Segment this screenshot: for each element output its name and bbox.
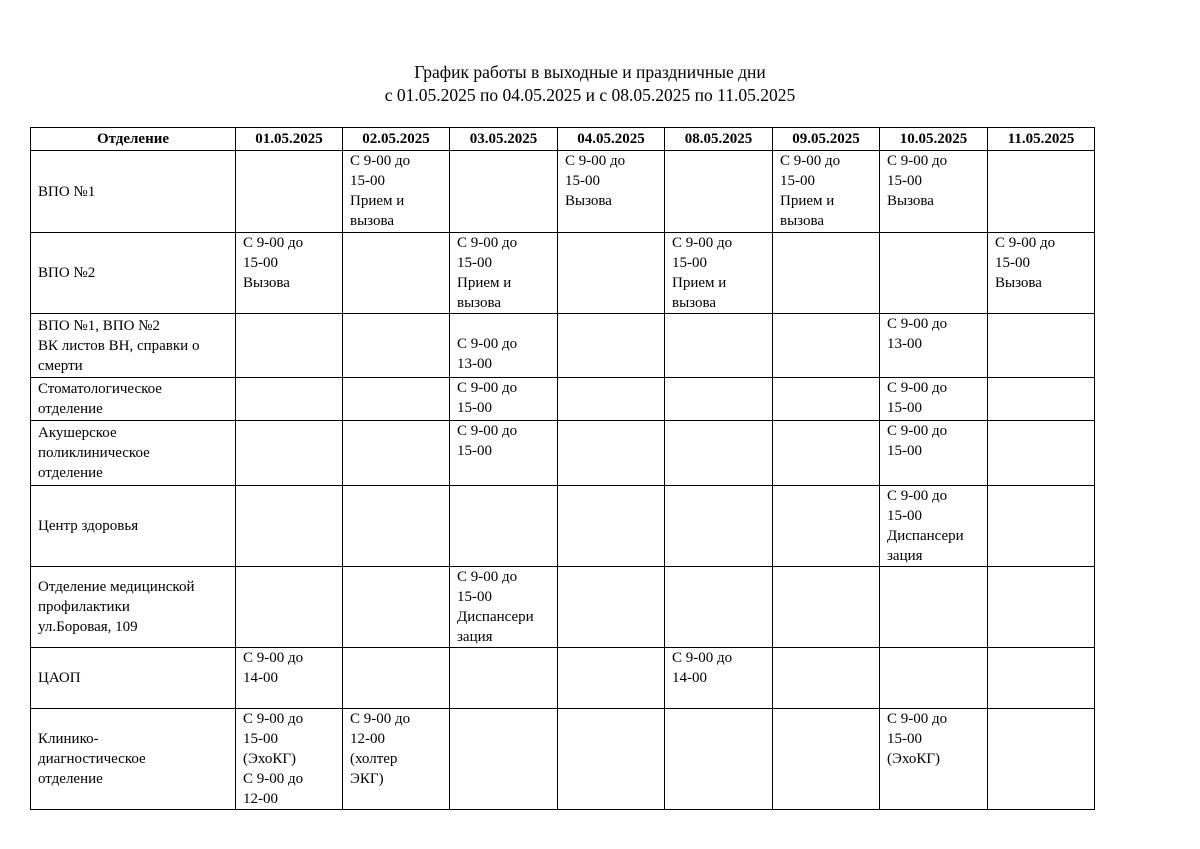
- header-department: Отделение: [31, 128, 236, 151]
- schedule-cell: [880, 648, 988, 709]
- schedule-cell: С 9-00 до 15-00 Вызова: [880, 151, 988, 233]
- header-row: [31, 128, 1095, 151]
- schedule-cell: [773, 378, 880, 421]
- title-line-2: с 01.05.2025 по 04.05.2025 и с 08.05.2025 по 11.05.2025: [384, 85, 796, 105]
- schedule-cell: [988, 648, 1095, 709]
- schedule-cell: [773, 486, 880, 567]
- table-row: [31, 709, 1095, 810]
- schedule-cell: [558, 314, 665, 378]
- schedule-cell: [988, 567, 1095, 648]
- schedule-cell: [880, 567, 988, 648]
- schedule-cell: С 9-00 до 15-00 Диспансери зация: [450, 567, 558, 648]
- schedule-cell: [236, 151, 343, 233]
- schedule-cell: [343, 648, 450, 709]
- schedule-cell: [988, 421, 1095, 486]
- schedule-cell: С 9-00 до 15-00: [880, 421, 988, 486]
- schedule-cell: [558, 233, 665, 314]
- schedule-cell: [343, 314, 450, 378]
- schedule-cell: С 9-00 до 13-00: [880, 314, 988, 378]
- department-cell: Акушерское поликлиническое отделение: [31, 421, 236, 486]
- schedule-cell: С 9-00 до 15-00 Вызова: [236, 233, 343, 314]
- table-row: [31, 421, 1095, 486]
- header-date: 04.05.2025: [558, 128, 665, 151]
- schedule-cell: [773, 233, 880, 314]
- schedule-cell: С 9-00 до 15-00: [880, 378, 988, 421]
- schedule-cell: [236, 378, 343, 421]
- schedule-table: [30, 127, 1095, 810]
- schedule-cell: [665, 421, 773, 486]
- schedule-cell: [343, 378, 450, 421]
- schedule-cell: С 9-00 до 15-00 Прием и вызова: [665, 233, 773, 314]
- schedule-cell: [665, 314, 773, 378]
- schedule-cell: [236, 486, 343, 567]
- header-date: 09.05.2025: [773, 128, 880, 151]
- schedule-cell: [988, 314, 1095, 378]
- table-row: [31, 151, 1095, 233]
- header-date: 08.05.2025: [665, 128, 773, 151]
- table-row: [31, 648, 1095, 709]
- schedule-cell: [343, 486, 450, 567]
- schedule-cell: С 9-00 до 15-00 Вызова: [988, 233, 1095, 314]
- schedule-cell: [450, 151, 558, 233]
- schedule-cell: С 9-00 до 15-00 Прием и вызова: [773, 151, 880, 233]
- schedule-cell: [988, 378, 1095, 421]
- title-line-1: График работы в выходные и праздничные дни: [414, 62, 766, 82]
- schedule-cell: [988, 486, 1095, 567]
- schedule-cell: [558, 648, 665, 709]
- table-row: [31, 567, 1095, 648]
- table-row: [31, 233, 1095, 314]
- schedule-cell: С 9-00 до 15-00 (ЭхоКГ): [880, 709, 988, 810]
- schedule-cell: [236, 567, 343, 648]
- department-cell: Отделение медицинской профилактики ул.Боровая, 109: [31, 567, 236, 648]
- schedule-cell: [773, 421, 880, 486]
- schedule-cell: [665, 151, 773, 233]
- schedule-cell: С 9-00 до 15-00 Диспансери зация: [880, 486, 988, 567]
- schedule-cell: [450, 709, 558, 810]
- schedule-cell: [343, 233, 450, 314]
- schedule-cell: [988, 151, 1095, 233]
- document-title: [0, 61, 1180, 107]
- department-cell: ВПО №1, ВПО №2 ВК листов ВН, справки о смерти: [31, 314, 236, 378]
- department-cell: ВПО №2: [31, 233, 236, 314]
- department-cell: Центр здоровья: [31, 486, 236, 567]
- schedule-cell: [665, 567, 773, 648]
- schedule-cell: [558, 567, 665, 648]
- table-row: [31, 314, 1095, 378]
- header-date: 02.05.2025: [343, 128, 450, 151]
- schedule-cell: [236, 421, 343, 486]
- schedule-cell: [450, 648, 558, 709]
- department-cell: ВПО №1: [31, 151, 236, 233]
- schedule-cell: [343, 567, 450, 648]
- schedule-cell: С 9-00 до 15-00: [450, 421, 558, 486]
- schedule-cell: [558, 421, 665, 486]
- header-date: 11.05.2025: [988, 128, 1095, 151]
- schedule-cell: [880, 233, 988, 314]
- schedule-cell: [773, 567, 880, 648]
- schedule-cell: С 9-00 до 14-00: [236, 648, 343, 709]
- schedule-cell: [343, 421, 450, 486]
- schedule-cell: [665, 709, 773, 810]
- schedule-cell: С 9-00 до 15-00 Прием и вызова: [343, 151, 450, 233]
- schedule-cell: [988, 709, 1095, 810]
- schedule-cell: [665, 378, 773, 421]
- department-cell: Клинико- диагностическое отделение: [31, 709, 236, 810]
- schedule-cell: С 9-00 до 12-00 (холтер ЭКГ): [343, 709, 450, 810]
- schedule-cell: С 9-00 до 15-00 Вызова: [558, 151, 665, 233]
- schedule-cell: [773, 709, 880, 810]
- table-row: [31, 378, 1095, 421]
- schedule-cell: С 9-00 до 14-00: [665, 648, 773, 709]
- header-date: 03.05.2025: [450, 128, 558, 151]
- schedule-cell: С 9-00 до 15-00 Прием и вызова: [450, 233, 558, 314]
- header-date: 10.05.2025: [880, 128, 988, 151]
- schedule-body: [31, 151, 1095, 810]
- schedule-cell: [558, 709, 665, 810]
- schedule-cell: [773, 648, 880, 709]
- schedule-cell: [236, 314, 343, 378]
- department-cell: Стоматологическое отделение: [31, 378, 236, 421]
- schedule-cell: [773, 314, 880, 378]
- schedule-cell: [665, 486, 773, 567]
- department-cell: ЦАОП: [31, 648, 236, 709]
- schedule-cell: С 9-00 до 15-00 (ЭхоКГ) С 9-00 до 12-00: [236, 709, 343, 810]
- table-row: [31, 486, 1095, 567]
- schedule-cell: [558, 378, 665, 421]
- schedule-cell: С 9-00 до 13-00: [450, 314, 558, 378]
- schedule-cell: [450, 486, 558, 567]
- header-date: 01.05.2025: [236, 128, 343, 151]
- schedule-cell: [558, 486, 665, 567]
- schedule-cell: С 9-00 до 15-00: [450, 378, 558, 421]
